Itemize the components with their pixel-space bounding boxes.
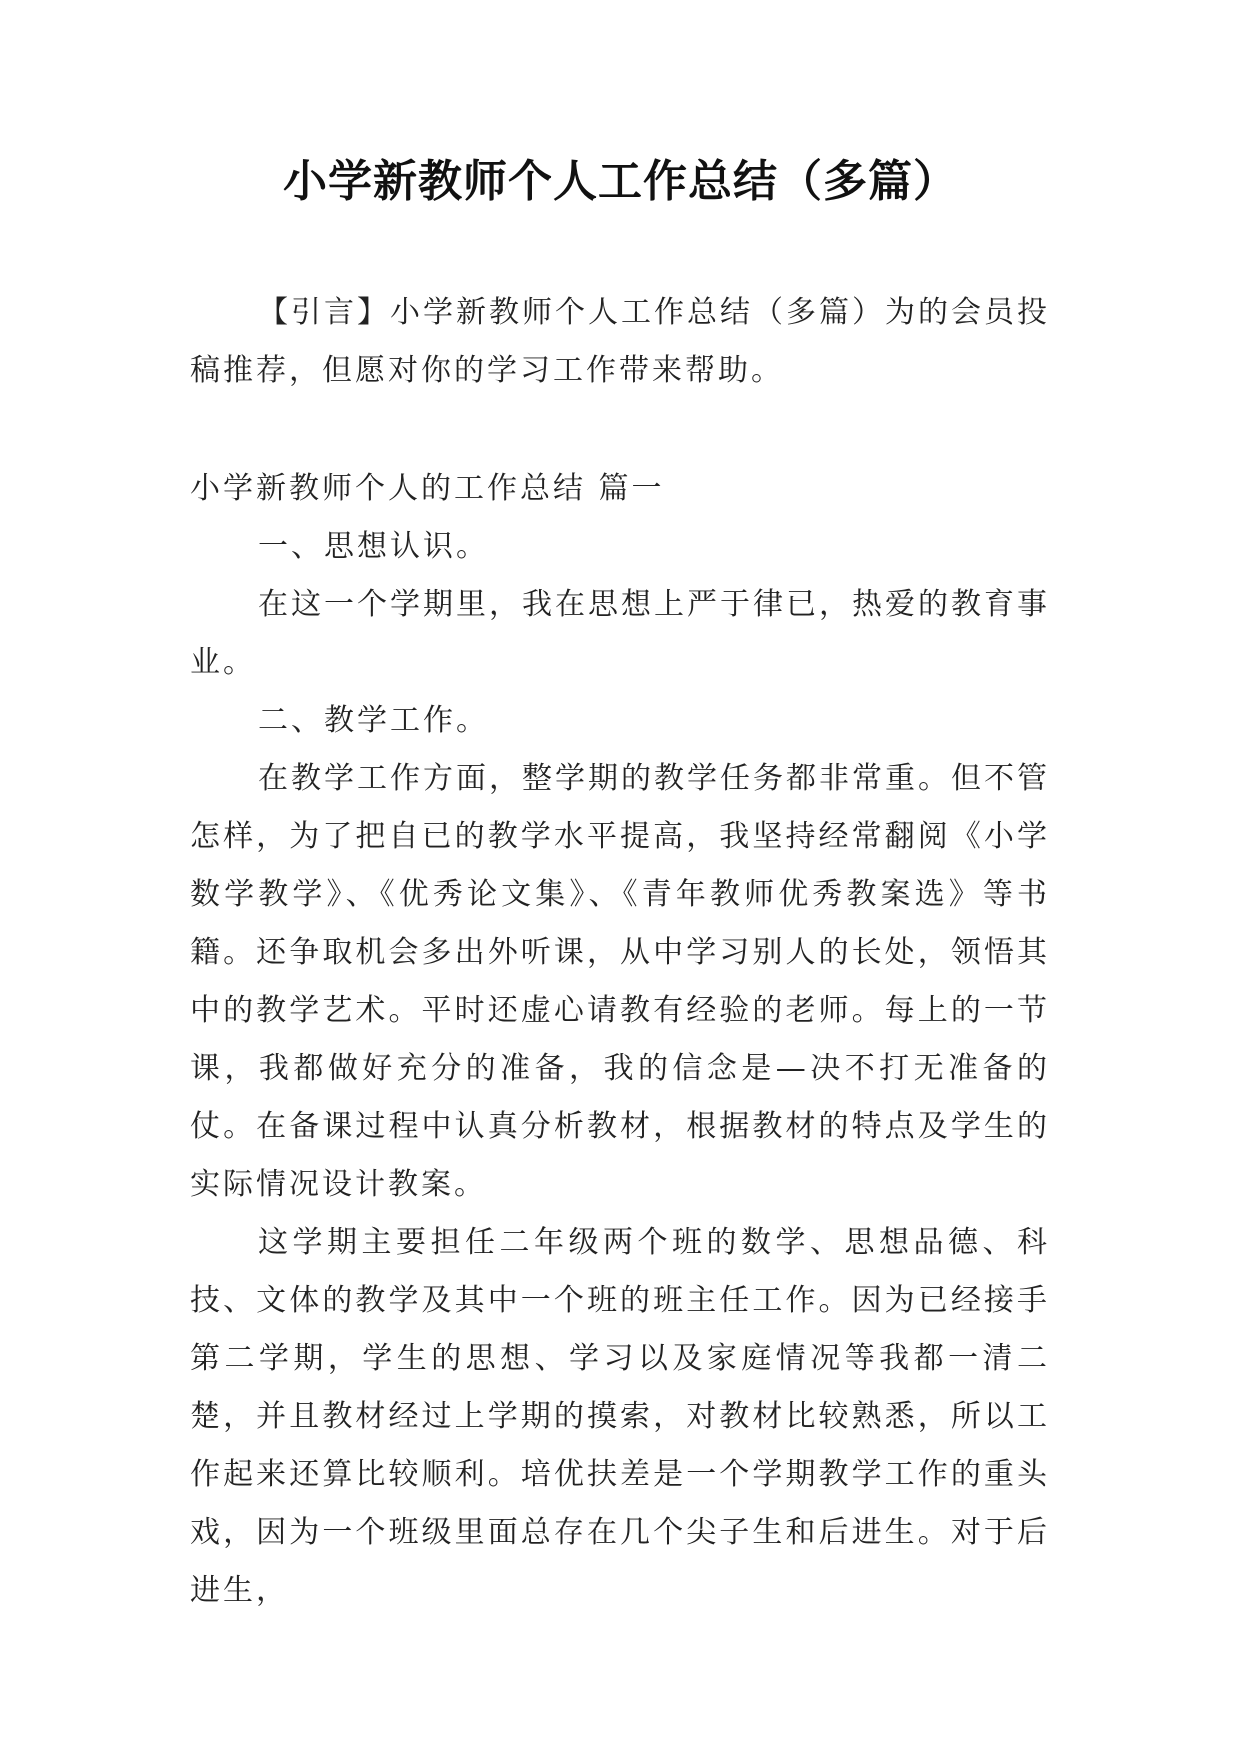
paragraph-teaching-body: 在教学工作方面，整学期的教学任务都非常重。但不管怎样，为了把自已的教学水平提高，我坚持经常翻阅《小学数学教学》、《优秀论文集》、《青年教师优秀教案选》等书籍。还争取机会多出外听课，从中学习别人的长处，领悟其中的教学艺术。平时还虚心请教有经验的老师。每上的一节课，我都做好充分的准备，我的信念是—决不打无准备的仗。在备课过程中认真分析教材，根据教材的特点及学生的实际情况设计教案。 [190, 761, 1050, 1202]
paragraph-semester-duties: 这学期主要担任二年级两个班的数学、思想品德、科技、文体的教学及其中一个班的班主任工作。因为已经接手第二学期，学生的思想、学习以及家庭情况等我都一清二楚，并且教材经过上学期的摸索，对教材比较熟悉，所以工作起来还算比较顺利。培优扶差是一个学期教学工作的重头戏，因为一个班级里面总存在几个尖子生和后进生。对于后进生， [190, 1225, 1050, 1608]
paragraph-thought-heading: 一、思想认识。 [258, 529, 489, 564]
paragraph-teaching-heading: 二、教学工作。 [258, 703, 489, 738]
document-body [190, 284, 1050, 1620]
document-title: 小学新教师个人工作总结（多篇） [283, 156, 958, 207]
paragraph-thought-body: 在这一个学期里，我在思想上严于律已，热爱的教育事业。 [190, 587, 1050, 680]
section-heading: 小学新教师个人的工作总结 篇一 [190, 471, 665, 506]
paragraph-gap [190, 400, 1050, 460]
intro-paragraph: 【引言】小学新教师个人工作总结（多篇）为的会员投稿推荐，但愿对你的学习工作带来帮助。 [190, 295, 1050, 388]
